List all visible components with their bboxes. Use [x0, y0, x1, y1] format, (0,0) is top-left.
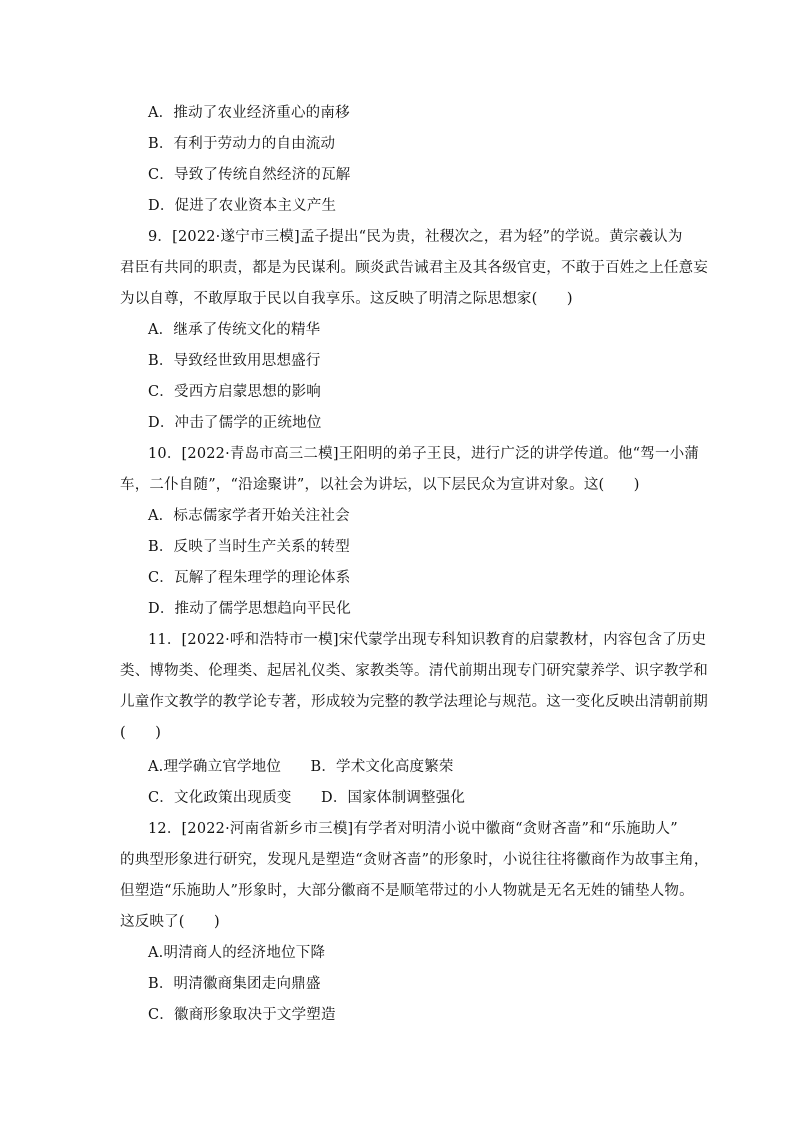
q9-option-b: B．导致经世致用思想盛行 [148, 353, 321, 369]
q10-stem-line-1: 10．[2022·青岛市高三二模]王阳明的弟子王艮，进行广泛的讲学传道。他“驾一小蒲 [148, 446, 700, 462]
q11-stem-line-1: 11．[2022·呼和浩特市一模]宋代蒙学出现专科知识教育的启蒙教材，内容包含了历史 [148, 632, 707, 648]
q8-option-d: D．促进了农业资本主义产生 [148, 198, 337, 214]
q9-stem-line-3: 为以自尊，不敢厚取于民以自我享乐。这反映了明清之际思想家( ) [120, 291, 573, 307]
q12-option-b: B．明清徽商集团走向鼎盛 [148, 976, 321, 992]
q12-option-a: A.明清商人的经济地位下降 [148, 945, 326, 961]
q8-option-b: B．有利于劳动力的自由流动 [148, 136, 336, 152]
q12-stem-line-2: 的典型形象进行研究，发现凡是塑造“贪财吝啬”的形象时，小说往往将徽商作为故事主角， [120, 852, 709, 868]
q10-stem-line-2: 车，二仆自随”，“沿途聚讲”，以社会为讲坛，以下层民众为宣讲对象。这( ) [120, 477, 640, 493]
q8-option-a: A．推动了农业经济重心的南移 [148, 105, 350, 121]
q10-option-b: B．反映了当时生产关系的转型 [148, 539, 350, 555]
q9-stem-line-2: 君臣有共同的职责，都是为民谋利。顾炎武告诫君主及其各级官吏，不敢于百姓之上任意妄 [120, 260, 708, 276]
q12-stem-line-1: 12．[2022·河南省新乡市三模]有学者对明清小说中徽商“贪财吝啬”和“乐施助人” [148, 821, 678, 837]
q11-options-row-1: A.理学确立官学地位 B．学术文化高度繁荣 [148, 759, 454, 775]
q11-stem-line-2: 类、博物类、伦理类、起居礼仪类、家教类等。清代前期出现专门研究蒙养学、识字教学和 [120, 663, 708, 679]
q9-option-d: D．冲击了儒学的正统地位 [148, 415, 322, 431]
q9-option-c: C．受西方启蒙思想的影响 [148, 384, 321, 400]
q11-stem-line-4: ( ) [120, 725, 162, 741]
q11-options-row-2: C．文化政策出现质变 D．国家体制调整强化 [148, 790, 466, 806]
q9-option-a: A．继承了传统文化的精华 [148, 322, 321, 338]
q11-stem-line-3: 儿童作文教学的教学论专著，形成较为完整的教学法理论与规范。这一变化反映出清朝前期 [120, 694, 708, 710]
q8-option-c: C．导致了传统自然经济的瓦解 [148, 167, 351, 183]
q10-option-a: A．标志儒家学者开始关注社会 [148, 508, 350, 524]
q10-option-d: D．推动了儒学思想趋向平民化 [148, 601, 351, 617]
q12-option-c: C．徽商形象取决于文学塑造 [148, 1007, 336, 1023]
q9-stem-line-1: 9．[2022·遂宁市三模]孟子提出“民为贵，社稷次之，君为轻”的学说。黄宗羲认为 [148, 229, 683, 245]
q12-stem-line-4: 这反映了( ) [120, 914, 220, 930]
q10-option-c: C．瓦解了程朱理学的理论体系 [148, 570, 351, 586]
q12-stem-line-3: 但塑造“乐施助人”形象时，大部分徽商不是顺笔带过的小人物就是无名无姓的铺垫人物。 [120, 883, 694, 899]
